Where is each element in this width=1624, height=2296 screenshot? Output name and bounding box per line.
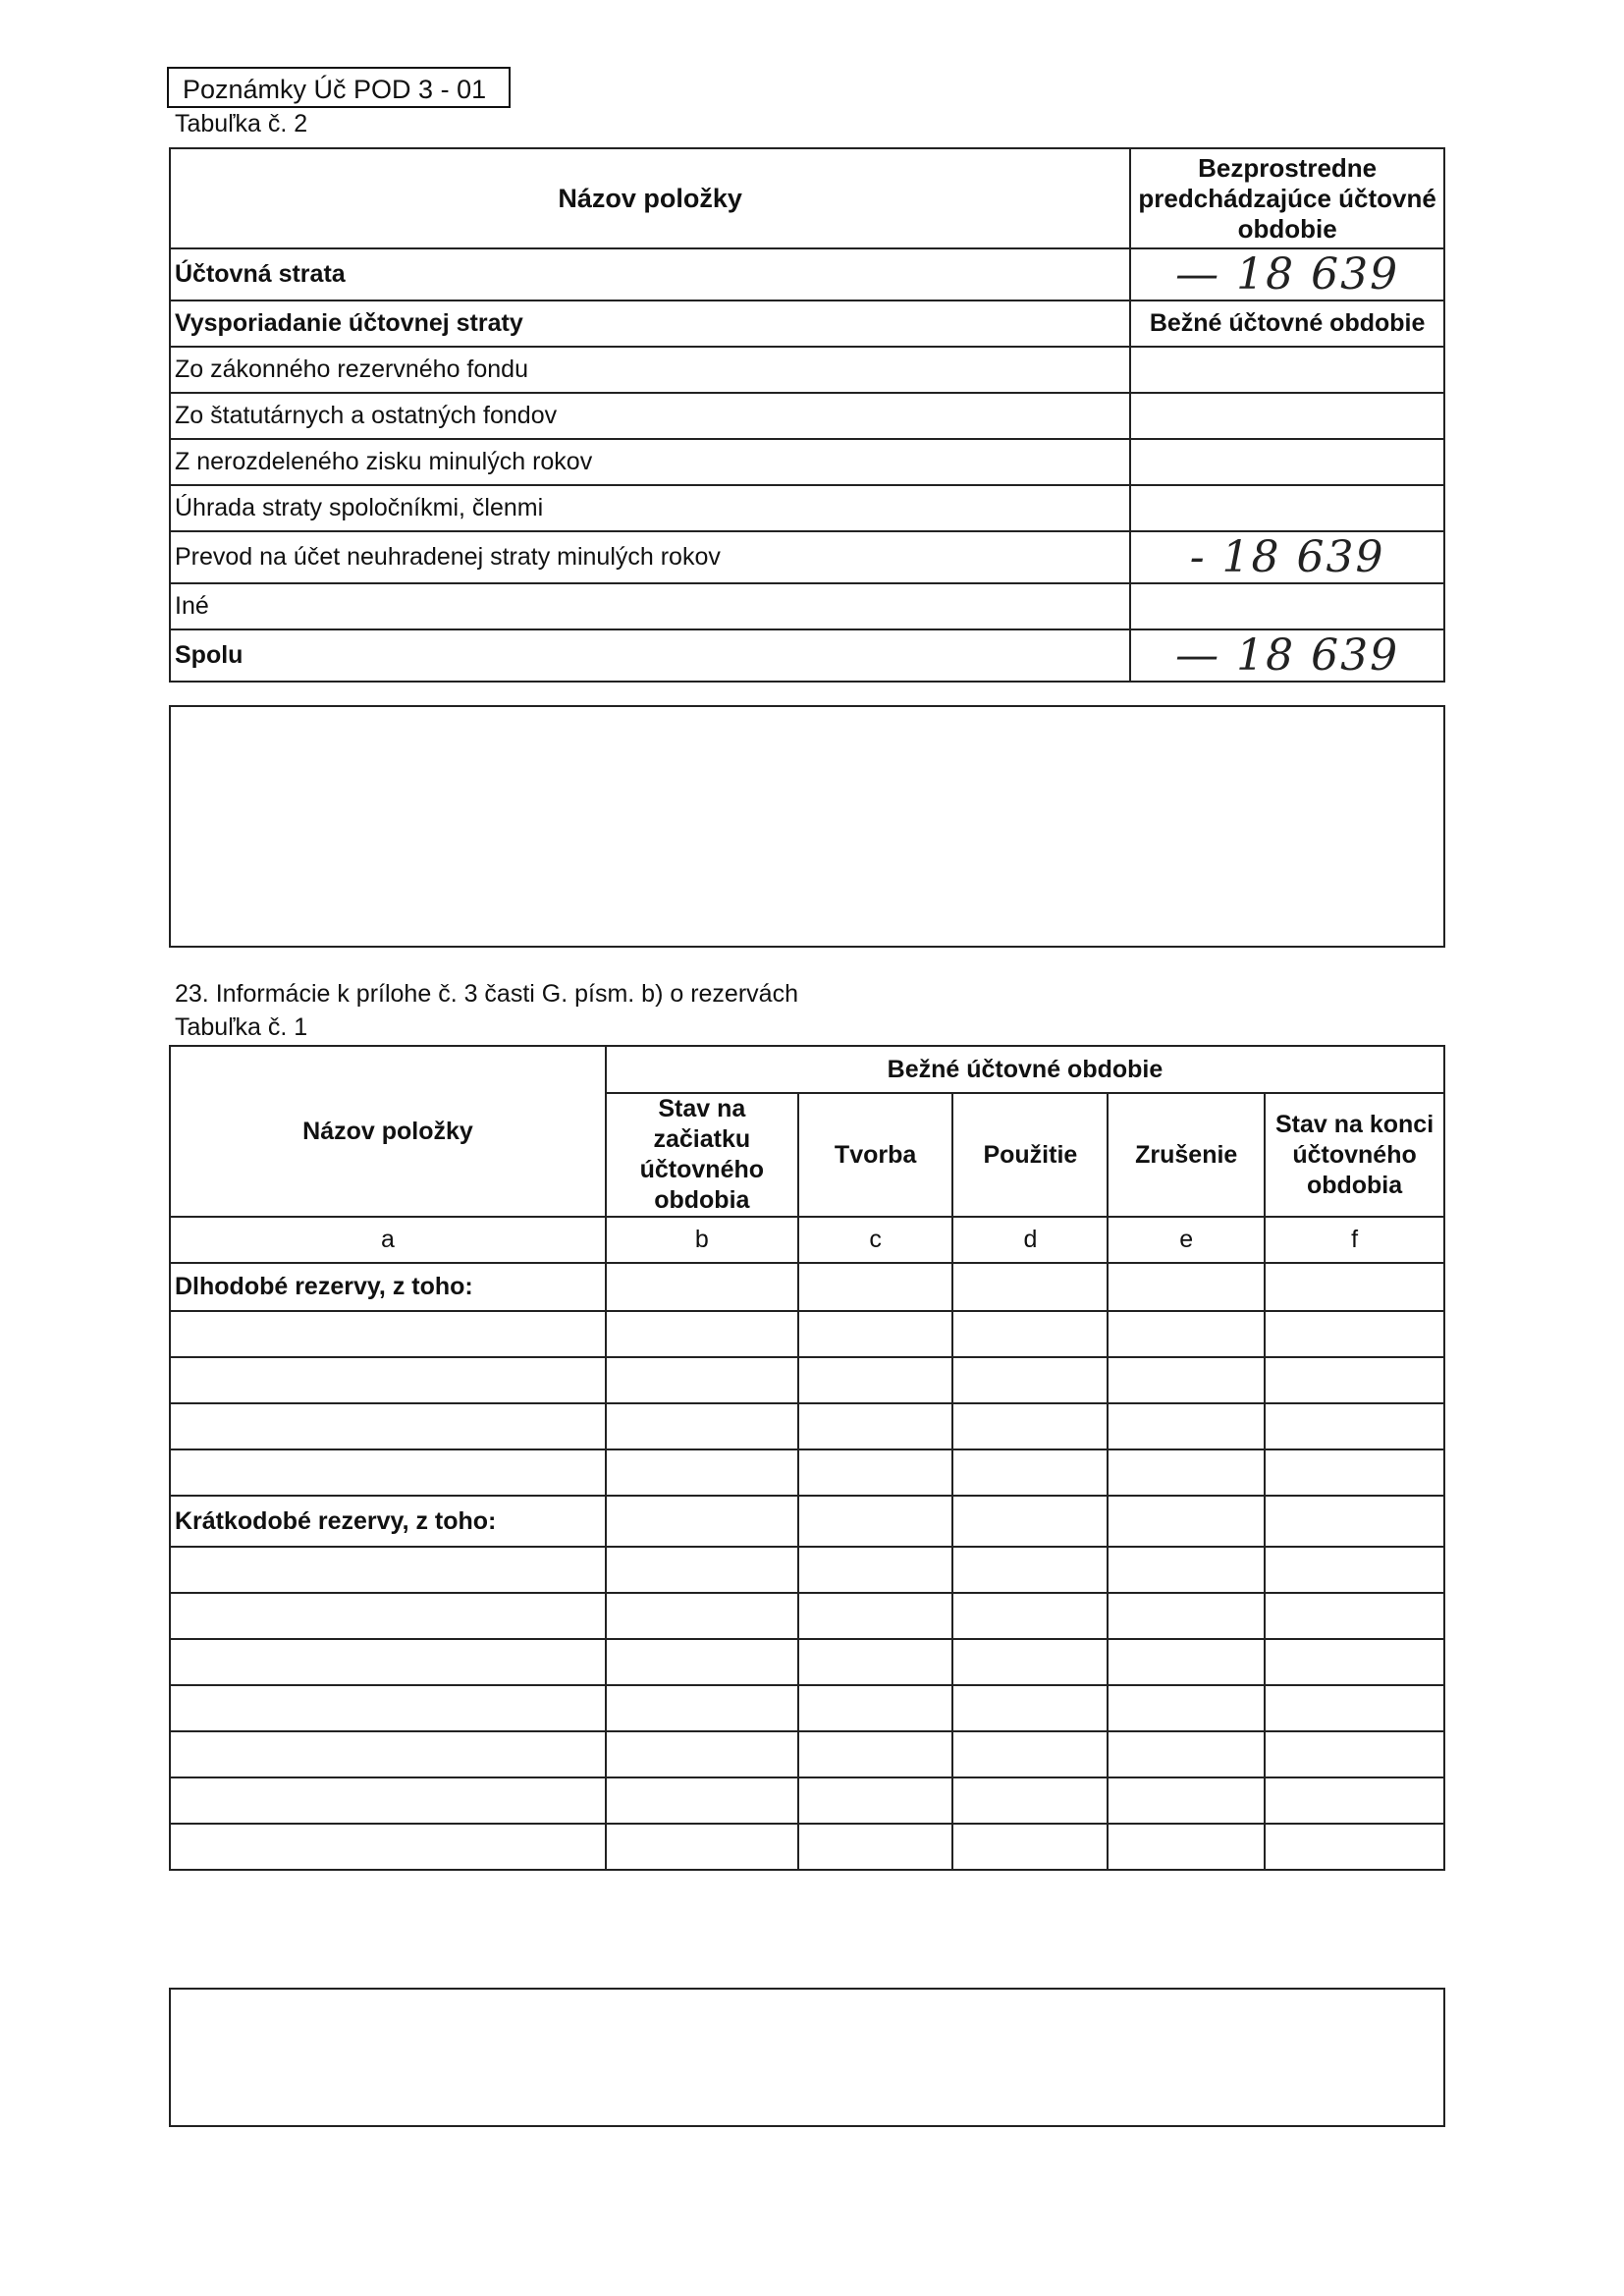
table-cell[interactable]	[606, 1403, 798, 1449]
table-cell[interactable]	[606, 1731, 798, 1777]
reserves-table	[169, 1045, 1445, 1871]
item-name-header: Názov položky	[170, 148, 1130, 248]
table-row	[170, 1731, 1444, 1777]
col-letter-b: b	[606, 1217, 798, 1263]
table-cell[interactable]	[798, 1403, 953, 1449]
row-partner-payment-label: Úhrada straty spoločníkmi, členmi	[170, 485, 1130, 531]
short-term-reserves-label: Krátkodobé rezervy, z toho:	[170, 1496, 606, 1547]
table-cell[interactable]	[170, 1547, 606, 1593]
row-other-value[interactable]	[1130, 583, 1444, 629]
table-row	[170, 1311, 1444, 1357]
table-cell[interactable]	[1108, 1449, 1265, 1496]
table-cell[interactable]	[170, 1403, 606, 1449]
row-statutory-funds-label: Zo štatutárnych a ostatných fondov	[170, 393, 1130, 439]
table-cell[interactable]	[1108, 1731, 1265, 1777]
table-cell[interactable]	[952, 1777, 1108, 1824]
col-letter-d: d	[952, 1217, 1108, 1263]
table-cell[interactable]	[798, 1824, 953, 1870]
table-cell[interactable]	[1265, 1639, 1444, 1685]
table-cell[interactable]	[798, 1449, 953, 1496]
table-cell[interactable]	[1265, 1593, 1444, 1639]
table-cell[interactable]	[1265, 1685, 1444, 1731]
table-cell[interactable]	[1108, 1357, 1265, 1403]
table-cell[interactable]	[1108, 1777, 1265, 1824]
table-cell[interactable]	[606, 1496, 798, 1547]
table-cell[interactable]	[1265, 1263, 1444, 1311]
row-transfer-unpaid-loss-label: Prevod na účet neuhradenej straty minulých rokov	[170, 531, 1130, 583]
table-cell[interactable]	[952, 1685, 1108, 1731]
table-cell[interactable]	[798, 1263, 953, 1311]
row-total-label: Spolu	[170, 629, 1130, 682]
table-cell[interactable]	[1108, 1593, 1265, 1639]
table-cell[interactable]	[952, 1593, 1108, 1639]
table-cell[interactable]	[1265, 1496, 1444, 1547]
row-transfer-unpaid-loss-value[interactable]: - 18 639	[1130, 531, 1444, 583]
table-cell[interactable]	[606, 1449, 798, 1496]
table-cell[interactable]	[170, 1685, 606, 1731]
prev-period-header: Bezprostredne predchádzajúce účtovné obdobie	[1130, 148, 1444, 248]
table-cell[interactable]	[798, 1547, 953, 1593]
table-cell[interactable]	[1108, 1824, 1265, 1870]
table-row	[170, 1639, 1444, 1685]
long-term-reserves-label: Dlhodobé rezervy, z toho:	[170, 1263, 606, 1311]
notes-box-table1[interactable]	[169, 1988, 1445, 2127]
notes-box-table2[interactable]	[169, 705, 1445, 948]
table-cell[interactable]	[606, 1357, 798, 1403]
table-cell[interactable]	[798, 1685, 953, 1731]
table-cell[interactable]	[798, 1496, 953, 1547]
col-cancellation-header: Zrušenie	[1108, 1093, 1265, 1217]
table-cell[interactable]	[952, 1731, 1108, 1777]
table-cell[interactable]	[1265, 1311, 1444, 1357]
table-cell[interactable]	[952, 1403, 1108, 1449]
table-cell[interactable]	[952, 1496, 1108, 1547]
table-cell[interactable]	[170, 1311, 606, 1357]
table-cell[interactable]	[798, 1639, 953, 1685]
row-retained-earnings-label: Z nerozdeleného zisku minulých rokov	[170, 439, 1130, 485]
table-cell[interactable]	[952, 1357, 1108, 1403]
table-cell[interactable]	[170, 1357, 606, 1403]
col-usage-header: Použitie	[952, 1093, 1108, 1217]
section-23-title: 23. Informácie k prílohe č. 3 časti G. písm. b) o rezervách	[175, 980, 798, 1008]
table-row	[170, 1777, 1444, 1824]
table-cell[interactable]	[1265, 1403, 1444, 1449]
table-cell[interactable]	[798, 1777, 953, 1824]
col-letter-e: e	[1108, 1217, 1265, 1263]
table-cell[interactable]	[1108, 1639, 1265, 1685]
table-cell[interactable]	[952, 1449, 1108, 1496]
table-cell[interactable]	[606, 1311, 798, 1357]
col-letter-f: f	[1265, 1217, 1444, 1263]
table-row	[170, 1593, 1444, 1639]
table-cell[interactable]	[606, 1824, 798, 1870]
table-cell[interactable]	[1265, 1824, 1444, 1870]
table-row	[170, 1357, 1444, 1403]
col-creation-header: Tvorba	[798, 1093, 953, 1217]
table-cell[interactable]	[170, 1777, 606, 1824]
table-cell[interactable]	[952, 1263, 1108, 1311]
row-statutory-funds-value[interactable]	[1130, 393, 1444, 439]
row-loss-settlement-label: Vysporiadanie účtovnej straty	[170, 301, 1130, 347]
form-code-label: Poznámky Úč POD 3 - 01	[167, 67, 511, 108]
table-cell[interactable]	[170, 1449, 606, 1496]
col-letter-a: a	[170, 1217, 606, 1263]
table-cell[interactable]	[798, 1357, 953, 1403]
table-cell[interactable]	[170, 1593, 606, 1639]
table-cell[interactable]	[798, 1731, 953, 1777]
table-cell[interactable]	[1265, 1357, 1444, 1403]
table-cell[interactable]	[1265, 1731, 1444, 1777]
loss-settlement-table	[169, 147, 1445, 683]
table-cell[interactable]	[606, 1593, 798, 1639]
table-cell[interactable]	[952, 1824, 1108, 1870]
table-row	[170, 1824, 1444, 1870]
current-period-header: Bežné účtovné obdobie	[1130, 301, 1444, 347]
table-row	[170, 1449, 1444, 1496]
table-cell[interactable]	[1265, 1547, 1444, 1593]
table-cell[interactable]	[1108, 1311, 1265, 1357]
reserves-item-name-header: Názov položky	[170, 1046, 606, 1217]
table-cell[interactable]	[1108, 1263, 1265, 1311]
table2-caption: Tabuľka č. 2	[175, 110, 308, 137]
row-legal-reserve-label: Zo zákonného rezervného fondu	[170, 347, 1130, 393]
table-row	[170, 1547, 1444, 1593]
table-cell[interactable]	[1265, 1449, 1444, 1496]
table-cell[interactable]	[170, 1639, 606, 1685]
table-cell[interactable]	[606, 1547, 798, 1593]
row-legal-reserve-value[interactable]	[1130, 347, 1444, 393]
table-cell[interactable]	[1108, 1403, 1265, 1449]
table-cell[interactable]	[170, 1824, 606, 1870]
table-row	[170, 1403, 1444, 1449]
row-other-label: Iné	[170, 583, 1130, 629]
row-total-value[interactable]: — 18 639	[1130, 629, 1444, 682]
col-opening-balance-header: Stav na začiatku účtovného obdobia	[606, 1093, 798, 1217]
row-retained-earnings-value[interactable]	[1130, 439, 1444, 485]
row-accounting-loss-value[interactable]: — 18 639	[1130, 248, 1444, 301]
table-cell[interactable]	[798, 1593, 953, 1639]
table-cell[interactable]	[798, 1311, 953, 1357]
table-cell[interactable]	[952, 1311, 1108, 1357]
table-cell[interactable]	[606, 1777, 798, 1824]
col-letter-c: c	[798, 1217, 953, 1263]
table-cell[interactable]	[952, 1639, 1108, 1685]
table-cell[interactable]	[1265, 1777, 1444, 1824]
table-row	[170, 1685, 1444, 1731]
table-cell[interactable]	[1108, 1685, 1265, 1731]
reserves-period-header: Bežné účtovné obdobie	[606, 1046, 1444, 1093]
table-cell[interactable]	[606, 1639, 798, 1685]
table-cell[interactable]	[170, 1731, 606, 1777]
table1-caption: Tabuľka č. 1	[175, 1013, 308, 1041]
table-cell[interactable]	[1108, 1496, 1265, 1547]
table-cell[interactable]	[606, 1685, 798, 1731]
table-cell[interactable]	[1108, 1547, 1265, 1593]
col-closing-balance-header: Stav na konci účtovného obdobia	[1265, 1093, 1444, 1217]
row-partner-payment-value[interactable]	[1130, 485, 1444, 531]
row-accounting-loss-label: Účtovná strata	[170, 248, 1130, 301]
table-cell[interactable]	[952, 1547, 1108, 1593]
table-cell[interactable]	[606, 1263, 798, 1311]
